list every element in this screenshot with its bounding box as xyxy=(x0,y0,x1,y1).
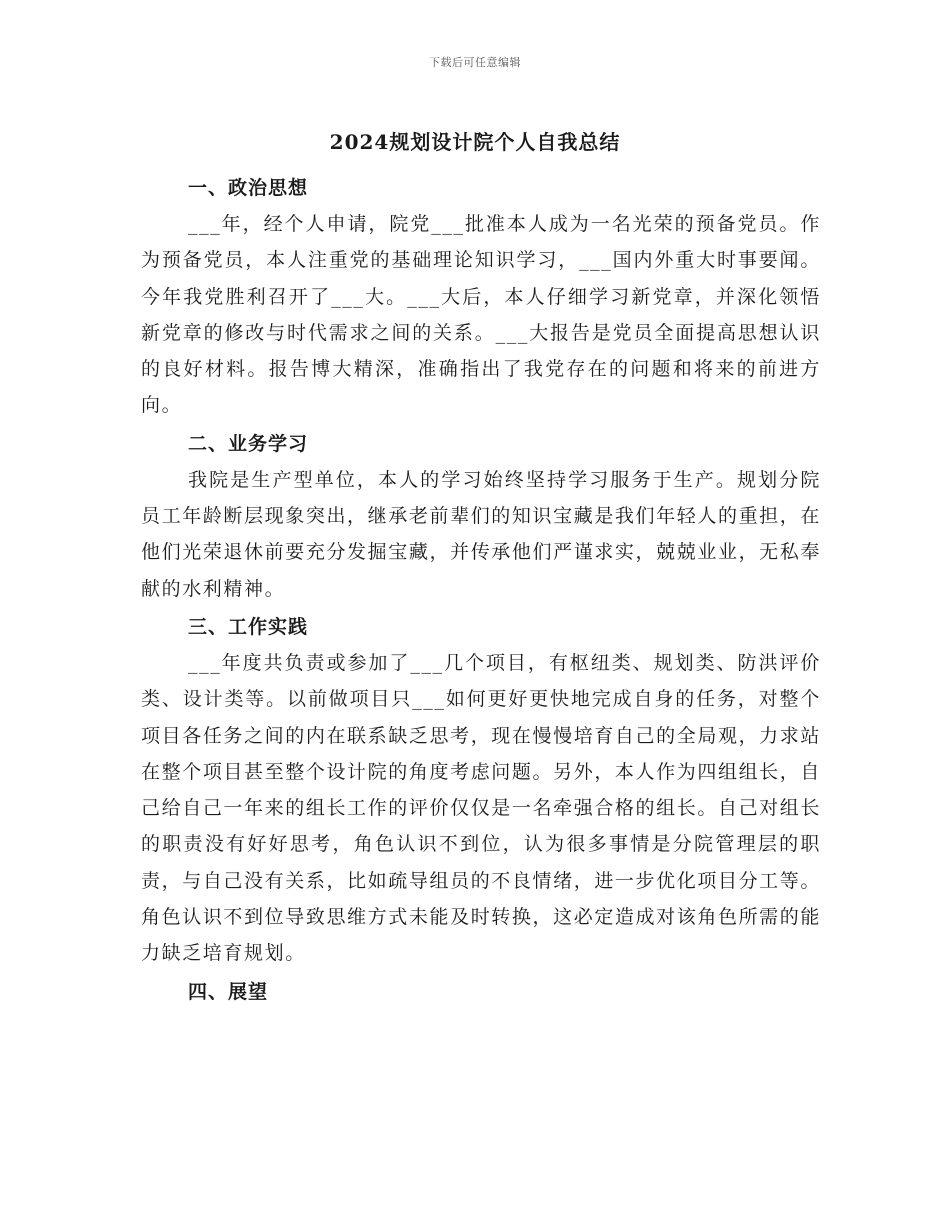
section-paragraph: 我院是生产型单位，本人的学习始终坚持学习服务于生产。规划分院员工年龄断层现象突出，继承老前辈们的知识宝藏是我们年轻人的重担，在他们光荣退休前要充分发掘宝藏，并传承他们严谨求实，兢兢业业，无私奉献的水利精神。 xyxy=(141,468,821,600)
section-paragraph: ___年度共负责或参加了___几个项目，有枢纽类、规划类、防洪评价类、设计类等。以前做项目只___如何更好更快地完成自身的任务，对整个项目各任务之间的内在联系缺乏思考，现在慢慢培育自己的全局观，力求站在整个项目甚至整个设计院的角度考虑问题。另外，本人作为四组组长，自己给自己一年来的组长工作的评价仅仅是一名牵强合格的组长。自己对组长的职责没有好好思考，角色认识不到位，认为很多事情是分院管理层的职责，与自己没有关系，比如疏导组员的不良情绪，进一步优化项目分工等。角色认识不到位导致思维方式未能及时转换，这必定造成对该角色所需的能力缺乏培育规划。 xyxy=(141,651,821,965)
section-heading: 二、业务学习 xyxy=(188,432,309,455)
section-paragraph: ___年，经个人申请，院党___批准本人成为一名光荣的预备党员。作为预备党员，本人注重党的基础理论知识学习，___国内外重大时事要闻。今年我党胜利召开了___大。___大后，本人仔细学习新党章，并深化领悟新党章的修改与时代需求之间的关系。___大报告是党员全面提高思想认识的良好材料。报告博大精深，准确指出了我党存在的问题和将来的前进方向。 xyxy=(141,213,821,417)
section-work-practice xyxy=(141,609,821,972)
document-body xyxy=(141,170,821,1010)
header-note: 下载后可任意编辑 xyxy=(429,56,521,69)
section-heading: 四、展望 xyxy=(188,980,269,1003)
section-heading: 一、政治思想 xyxy=(188,177,309,199)
section-heading: 三、工作实践 xyxy=(188,615,309,638)
section-outlook xyxy=(141,974,821,1010)
section-political-thought xyxy=(141,170,821,424)
document-title: 2024规划设计院个人自我总结 xyxy=(329,130,621,154)
section-business-study xyxy=(141,426,821,607)
